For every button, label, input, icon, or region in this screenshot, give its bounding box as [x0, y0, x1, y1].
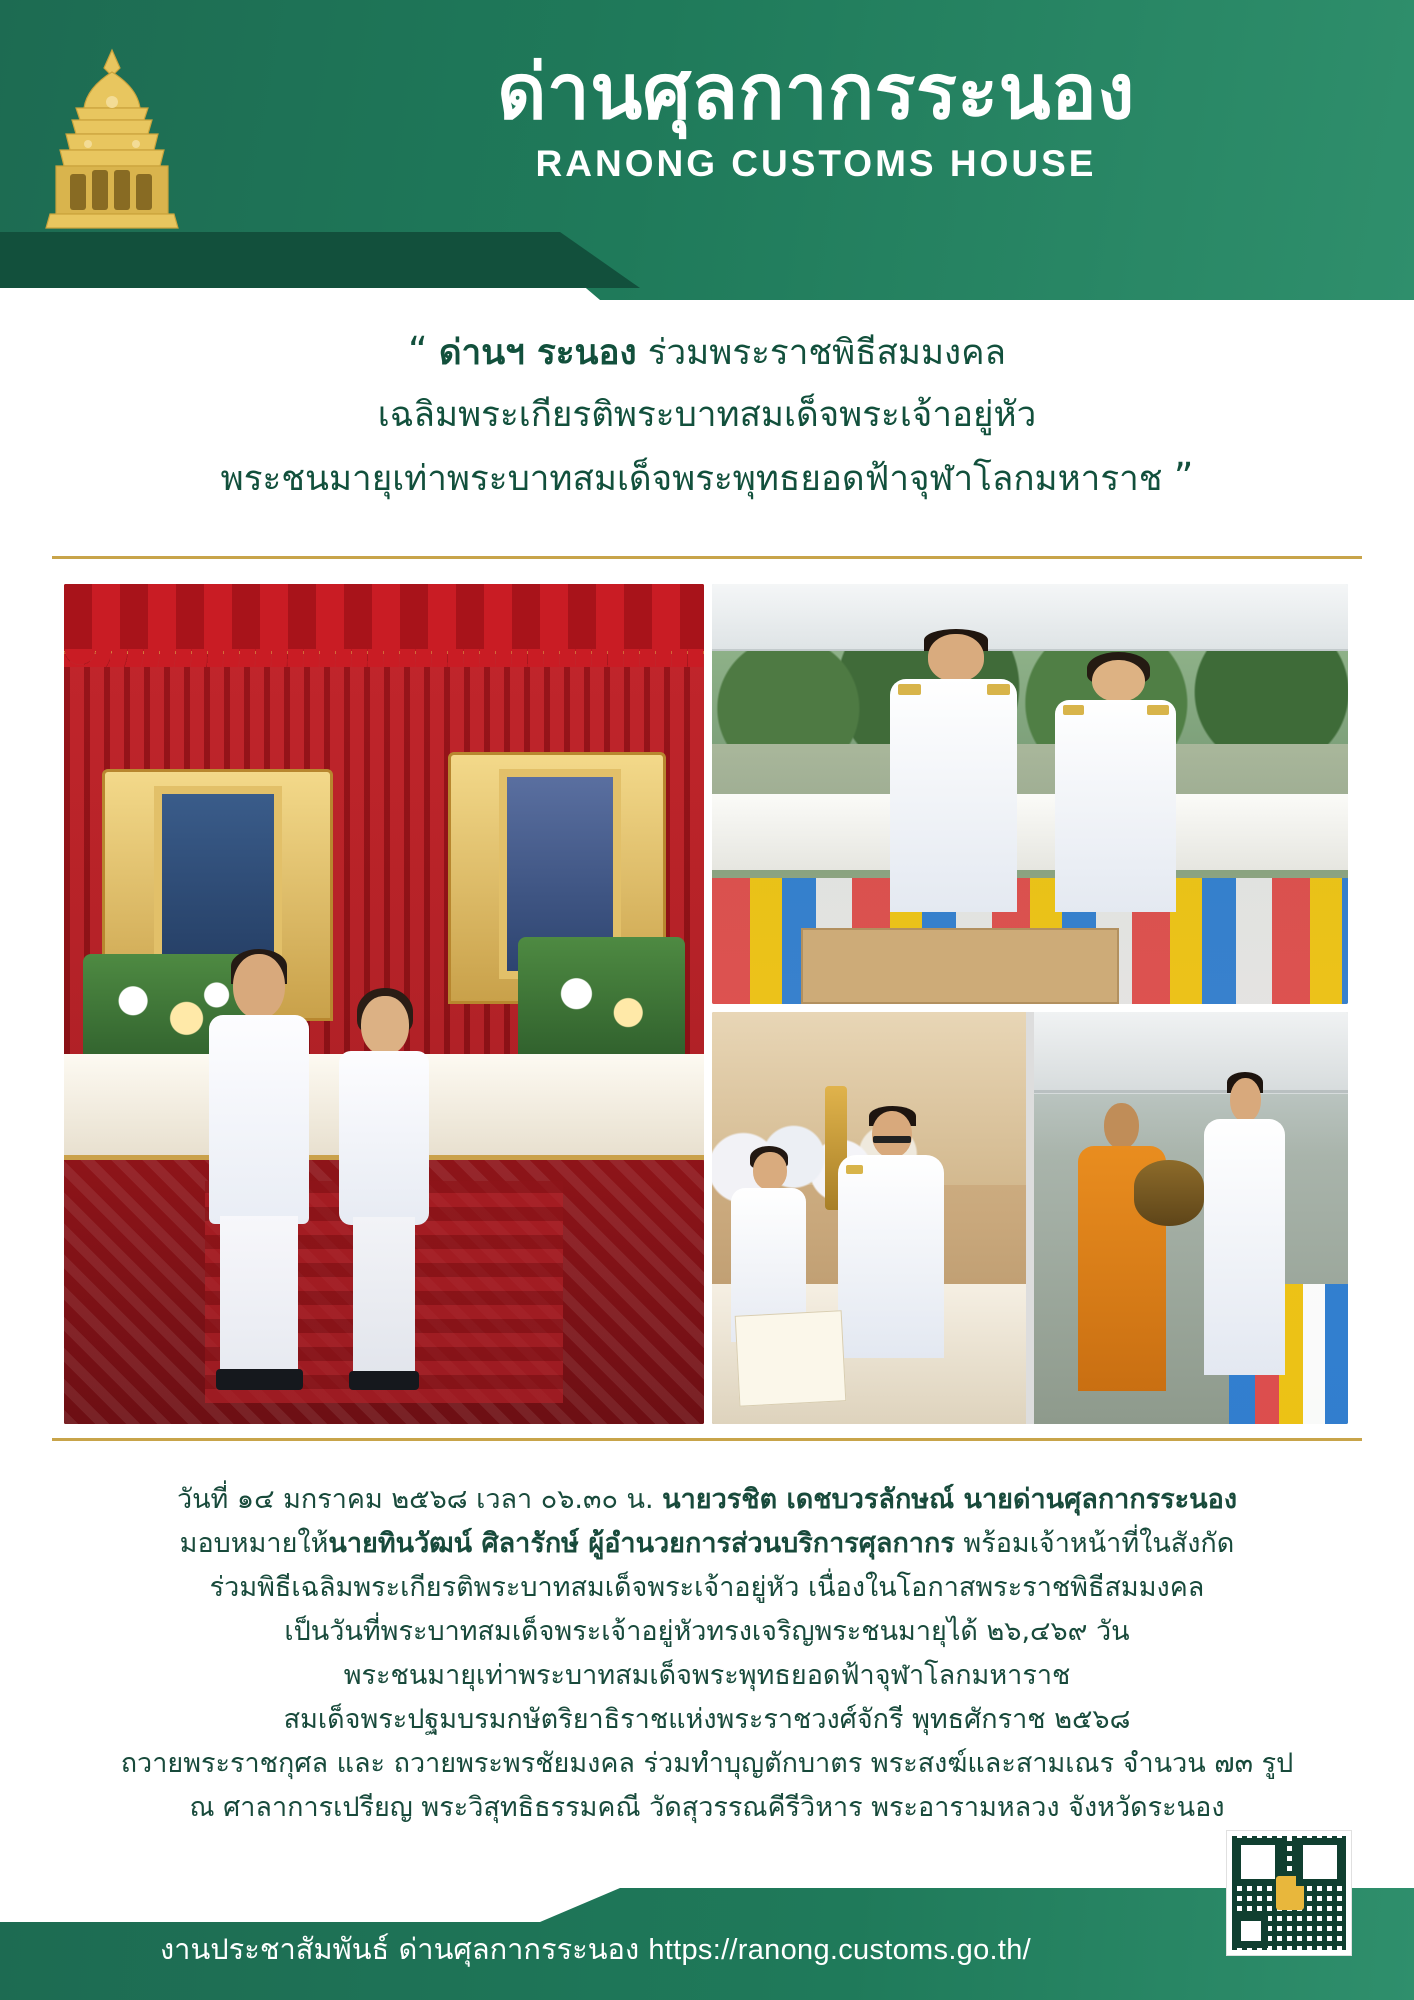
body-chief-name: นายวรชิต เดชบวรลักษณ์ นายด่านศุลกากรระนอง [662, 1484, 1238, 1515]
thai-royal-garuda-crest-icon [36, 46, 188, 236]
body-date-time: วันที่ ๑๔ มกราคม ๒๕๖๘ เวลา ๐๖.๓๐ น. [176, 1484, 663, 1515]
body-line-1 [60, 1478, 1354, 1522]
body-line-6: สมเด็จพระปฐมบรมกษัตริยาธิราชแห่งพระราชวงศ์จักรี พุทธศักราช ๒๕๖๘ [283, 1704, 1131, 1735]
headline-open-quote: “ [407, 329, 428, 373]
alms-bowl-icon [1134, 1160, 1203, 1226]
photo-ceremony-hall-two-officials [64, 584, 704, 1424]
header-title-english: RANONG CUSTOMS HOUSE [535, 143, 1097, 184]
headline-text [60, 320, 1354, 510]
headline-line1-bold: ด่านฯ ระนอง [438, 333, 637, 373]
header-banner [0, 0, 1414, 310]
header-title-block [246, 48, 1386, 186]
headline-line1-rest: ร่วมพระราชพิธีสมมงคล [636, 333, 1007, 373]
body-line-2 [60, 1522, 1354, 1566]
announcement-body [60, 1478, 1354, 1830]
body-line-7: ถวายพระราชกุศล และ ถวายพระพรชัยมงคล ร่วมทำบุญตักบาตร พระสงฆ์และสามเณร จำนวน ๗๓ รูป [120, 1748, 1294, 1779]
footer-text-block [160, 1926, 1031, 1972]
body-line-8: ณ ศาลาการเปรียญ พระวิสุทธิธรรมคณี วัดสุวรรณคีรีวิหาร พระอารามหลวง จังหวัดระนอง [189, 1792, 1225, 1823]
photo-collage [64, 584, 1352, 1424]
footer-office-label: งานประชาสัมพันธ์ ด่านศุลกากรระนอง [160, 1932, 649, 1966]
headline-line3: พระชนมายุเท่าพระบาทสมเด็จพระพุทธยอดฟ้าจุฬาโลกมหาราช [220, 459, 1163, 499]
footer-bar [0, 1824, 1414, 2000]
headline-line2: เฉลิมพระเกียรติพระบาทสมเด็จพระเจ้าอยู่หัว [377, 395, 1037, 435]
body-line-3: ร่วมพิธีเฉลิมพระเกียรติพระบาทสมเด็จพระเจ้าอยู่หัว เนื่องในโอกาสพระราชพิธีสมมงคล [209, 1572, 1205, 1603]
header-title-thai: ด่านศุลกากรระนอง [497, 47, 1135, 136]
body-assign-suffix: พร้อมเจ้าหน้าที่ในสังกัด [954, 1528, 1235, 1559]
body-line-5: พระชนมายุเท่าพระบาทสมเด็จพระพุทธยอดฟ้าจุฬาโลกมหาราช [343, 1660, 1071, 1691]
signing-document-icon [735, 1310, 846, 1406]
header-dark-strip [0, 232, 640, 288]
divider-bottom [52, 1438, 1362, 1441]
photo-bottom-row [712, 1012, 1348, 1424]
photo-signing-ceremony [712, 1012, 1026, 1424]
headline-close-quote: ” [1173, 455, 1194, 499]
footer-website-link[interactable]: https://ranong.customs.go.th/ [648, 1934, 1032, 1966]
photo-outdoor-tent-officials [712, 584, 1348, 1004]
divider-top [52, 556, 1362, 559]
photo-alms-offering-monk [1034, 1012, 1348, 1424]
body-assign-prefix: มอบหมายให้ [179, 1528, 329, 1559]
body-line-4: เป็นวันที่พระบาทสมเด็จพระเจ้าอยู่หัวทรงเจริญพระชนมายุได้ ๒๖,๔๖๙ วัน [284, 1616, 1130, 1647]
qr-code[interactable] [1226, 1830, 1352, 1956]
body-director-name: นายทินวัฒน์ ศิลารักษ์ ผู้อำนวยการส่วนบริการศุลกากร [328, 1528, 955, 1559]
headline-block [0, 320, 1414, 510]
